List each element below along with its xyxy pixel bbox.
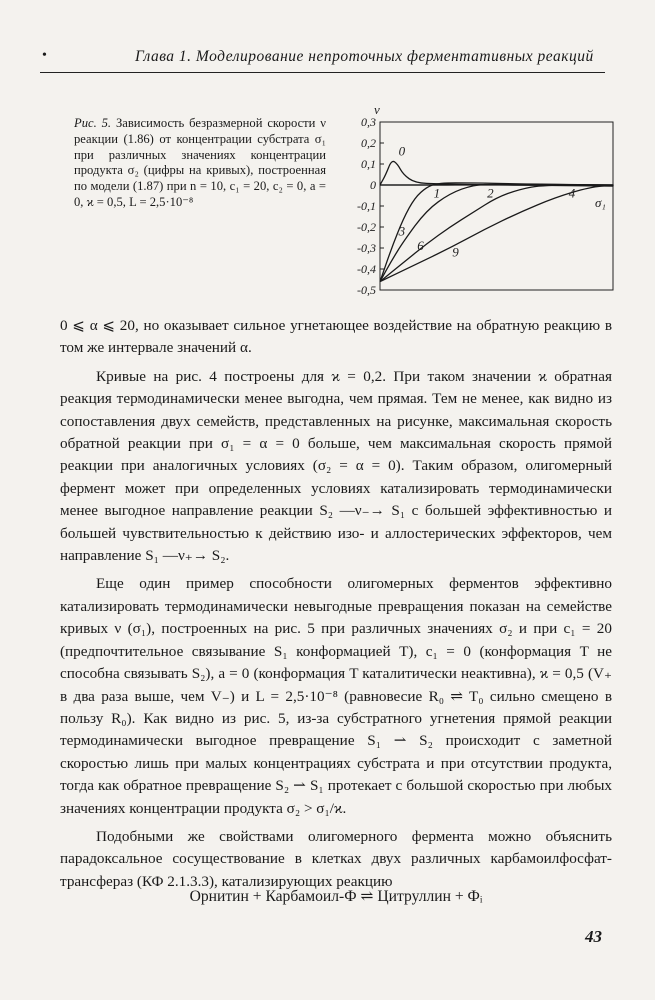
running-header — [40, 48, 605, 73]
series-label-9: 9 — [452, 244, 459, 260]
caption-text: Зависимость безразмерной скорости ν реакции (1.86) от концентрации субстрата σ₁ при различных значениях концентрации продукта σ₂ (цифры на кривых), построенная по модели (1.87) при n = 10, c₁ = 20, c₂ = 0, a = 0, ϰ = 0,5, L = 2,5·10⁻⁸ — [74, 116, 326, 209]
y-tick-label: -0,3 — [357, 241, 376, 255]
y-tick-label: 0,2 — [361, 136, 376, 150]
series-label-2: 2 — [487, 185, 494, 201]
series-label-0: 0 — [398, 143, 406, 159]
y-tick-label: 0 — [370, 178, 376, 192]
reaction-equation: Орнитин + Карбамоил-Ф ⇌ Цитруллин + Фᵢ — [189, 888, 483, 905]
figure-5-chart — [335, 97, 625, 302]
paragraph-3: Еще один пример способности олигомерных ферментов эффективно катализировать термодинамически невыгодные превращения показан на семействе кривых ν (σ₁), построенных на рис. 5 при различных значениях σ₂ и при c₁ = 20 (предпочтительное связывание S₁ конформацией T), c₁ = 0 (конформация T не способна связывать S₂), a = 0 (конформация T каталитически неактивна), ϰ = 0,5 (V₊ в два раза выше, чем V₋) и L = 2,5·10⁻⁸ (равновесие R₀ ⇌ T₀ сильно смещено в пользу R₀). Как видно из рис. 5, из-за субстратного угнетения прямой реакции термодинамически выгодное превращение S₁ ⇀ S₂ происходит с заметной скоростью лишь при малых концентрациях субстрата и при отсутствии продукта, тогда как обратное превращение S₂ ⇀ S₁ протекает с большой скоростью при любых значениях концентрации продукта σ₂ > σ₁/ϰ. — [60, 575, 612, 817]
y-axis-label: ν — [374, 102, 380, 117]
paragraph-2: Кривые на рис. 4 построены для ϰ = 0,2. При таком значении ϰ обратная реакция термодинамически менее выгодна, чем прямая. Тем не менее, как видно из сопоставления двух семейств, представленных на рисунке, максимальная скорость обратной реакции при σ₁ = α = 0 больше, чем максимальная скорость прямой реакции при аналогичных условиях (σ₂ = α = 0). Таким образом, олигомерный фермент может при определенных условиях катализировать термодинамически менее выгодное направление реакции S₂ —ν₋→ S₁ с большей эффективностью и большей чувствительностью к действию изо- и аллостерических эффекторов, чем направление S₁ —ν₊→ S₂. — [60, 367, 612, 565]
y-tick-label: -0,5 — [357, 283, 376, 297]
y-tick-label: -0,4 — [357, 262, 376, 276]
paragraph-1: 0 ⩽ α ⩽ 20, но оказывает сильное угнетающее воздействие на обратную реакцию в том же интервале значений α. — [60, 317, 612, 357]
x-axis-label: σ₁ — [595, 195, 606, 210]
header-title: Глава 1. Моделирование непроточных ферментативных реакций — [135, 48, 594, 65]
figure-caption — [74, 116, 326, 211]
caption-lead: Рис. 5. — [74, 116, 112, 130]
series-label-1: 1 — [433, 185, 441, 201]
y-tick-label: -0,1 — [357, 199, 376, 213]
series-line-4 — [380, 185, 613, 186]
y-tick-label: -0,2 — [357, 220, 376, 234]
series-label-6: 6 — [417, 238, 424, 254]
header-marker: • — [42, 48, 48, 63]
series-line-0 — [380, 161, 613, 186]
body-text — [60, 315, 612, 893]
page-number: 43 — [585, 927, 602, 946]
series-label-3: 3 — [398, 223, 406, 239]
series-label-4: 4 — [568, 185, 576, 201]
y-tick-label: 0,3 — [361, 115, 376, 129]
paragraph-4: Подобными же свойствами олигомерного фермента можно объяснить парадоксальное сосуществование в клетках двух различных карбамоилфосфат-трансфераз (КФ 2.1.3.3), катализирующих реакцию — [60, 827, 612, 890]
y-tick-label: 0,1 — [361, 157, 376, 171]
